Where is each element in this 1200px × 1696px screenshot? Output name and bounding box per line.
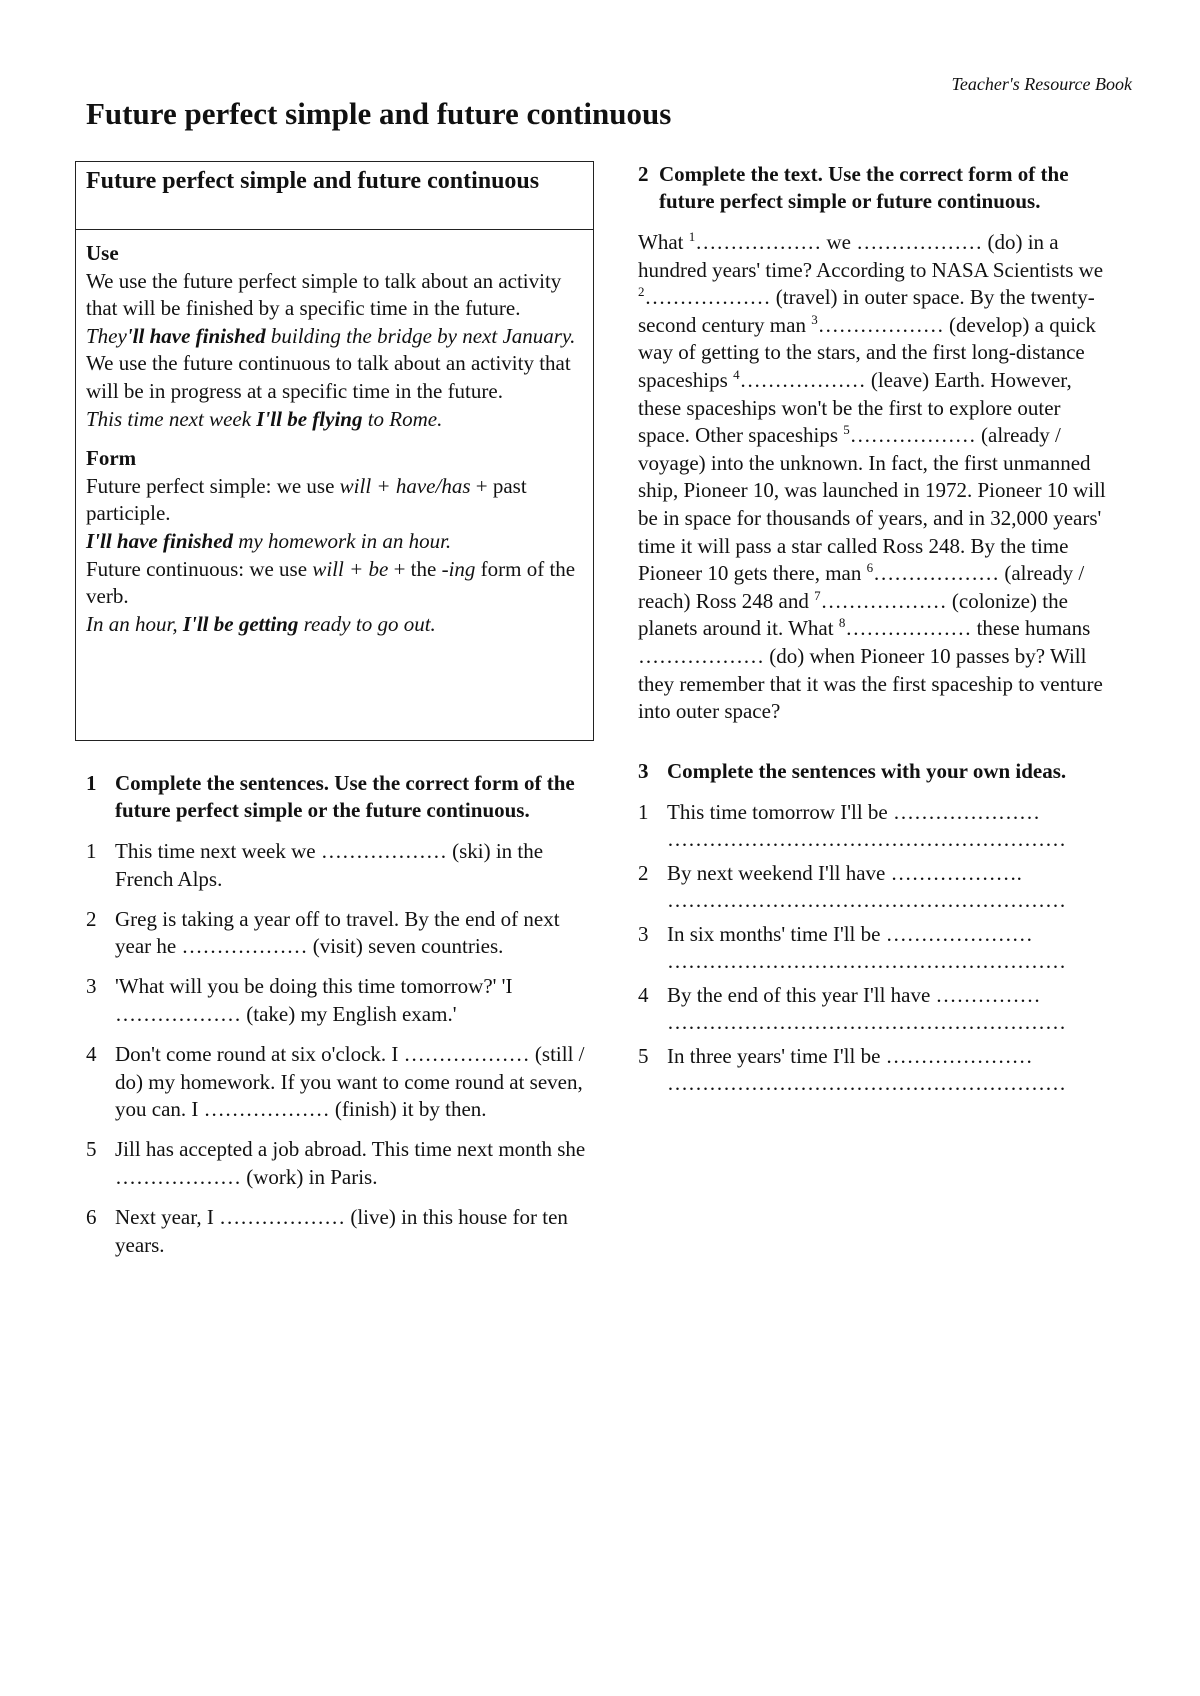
item-text: By the end of this year I'll have ……………	[667, 982, 1041, 1007]
exercise-2-passage	[638, 229, 1110, 726]
exercise-3-instruction: Complete the sentences with your own ideas.	[667, 758, 1067, 783]
exercise-1	[86, 770, 586, 1272]
item-number: 4	[86, 1042, 97, 1067]
item-number: 3	[638, 921, 649, 946]
item-text: 'What will you be doing this time tomorrow?' 'I ……………… (take) my English exam.'	[115, 974, 513, 1026]
use-text-2: We use the future continuous to talk about an activity that will be in progress at a specific time in the future.	[86, 351, 571, 403]
exercise-2-instruction: Complete the text. Use the correct form of the future perfect simple or future continuous.	[659, 162, 1069, 213]
answer-line: …………………………………………………	[667, 887, 1066, 912]
exercise-3-item	[638, 921, 1110, 975]
passage-text: ……………… we ……………… (do) in a hundred years' time? According to NASA Scientists we	[638, 230, 1104, 282]
use-example-1: They'll have finished building the bridge by next January.	[86, 323, 576, 348]
passage-text: What	[638, 230, 689, 254]
gap-number: 3	[811, 311, 818, 327]
form-future-continuous: Future continuous: we use will + be + the -ing form of the verb.	[86, 556, 576, 609]
form-heading: Form	[86, 446, 137, 471]
item-text: Greg is taking a year off to travel. By the end of next year he ……………… (visit) seven countries.	[115, 906, 560, 959]
exercise-3-item	[638, 799, 1110, 853]
gap-number: 6	[866, 560, 874, 576]
gap-number: 8	[838, 615, 846, 631]
exercise-1-item	[86, 1136, 586, 1191]
gap-number: 1	[688, 229, 696, 244]
use-example-2: This time next week I'll be flying to Rome.	[86, 406, 443, 431]
gap-number: 7	[814, 587, 821, 603]
answer-line: …………………………………………………	[667, 1070, 1066, 1095]
exercise-1-item	[86, 973, 586, 1028]
form-future-perfect-example: I'll have finished my homework in an hour.	[86, 528, 452, 553]
passage-text: ……………… (leave) Earth. However, these spaceships won't be the first to explore outer space. Other spaceships	[638, 367, 1072, 448]
passage-text: ……………… (travel) in outer space. By the twenty-second century man	[638, 285, 1095, 337]
exercise-3-item	[638, 982, 1110, 1036]
form-future-perfect: Future perfect simple: we use will + have/has + past participle.	[86, 473, 527, 526]
exercise-2-heading: 2 Complete the text. Use the correct form of the future perfect simple or future continuous.	[638, 161, 1110, 215]
item-number: 5	[86, 1137, 97, 1162]
passage-text: ……………… (colonize) the planets around it. What	[638, 588, 1068, 641]
passage-text: ……………… (already / voyage) into the unknown. In fact, the first unmanned ship, Pioneer 10, was launched in 1972. Pioneer 10 will be in space for thousands of years, and in 32,000 years' time it will pass a star called Ross 248. By the time Pioneer 10 gets there, man	[638, 423, 1106, 586]
exercise-3-item	[638, 1043, 1110, 1097]
exercise-1-item	[86, 838, 586, 893]
exercise-3	[638, 758, 1110, 1097]
item-number: 2	[86, 906, 97, 931]
grammar-box-body	[76, 230, 593, 638]
answer-line: …………………………………………………	[667, 1009, 1066, 1034]
exercise-3-item	[638, 860, 1110, 914]
item-text: Don't come round at six o'clock. I ……………… (still / do) my homework. If you want to come round at seven, you can. I ……………… (finish) it by then.	[115, 1042, 585, 1122]
exercise-1-item	[86, 906, 586, 961]
passage-text: ……………… (already / reach) Ross 248 and	[638, 561, 1085, 613]
passage-text: ……………… (develop) a quick way of getting to the stars, and the first long-distance spaceships	[638, 312, 1096, 392]
item-text: This time tomorrow I'll be …………………	[667, 799, 1040, 824]
exercise-1-items	[86, 838, 586, 1259]
form-future-continuous-example: In an hour, I'll be getting ready to go out.	[86, 611, 436, 636]
item-text: Jill has accepted a job abroad. This time next month she ……………… (work) in Paris.	[115, 1137, 586, 1189]
exercise-3-items	[638, 799, 1110, 1097]
item-text: By next weekend I'll have ……………….	[667, 860, 1022, 885]
exercise-1-instruction: Complete the sentences. Use the correct form of the future perfect simple or the future continuous.	[115, 771, 575, 822]
item-text: Next year, I ……………… (live) in this house for ten years.	[115, 1205, 568, 1257]
item-number: 4	[638, 982, 649, 1007]
item-number: 6	[86, 1205, 97, 1230]
item-number: 3	[86, 974, 97, 999]
item-text: In six months' time I'll be …………………	[667, 921, 1033, 946]
right-column	[638, 161, 1110, 1104]
exercise-1-heading: 1 Complete the sentences. Use the correct form of the future perfect simple or the future continuous.	[86, 770, 586, 824]
exercise-1-item	[86, 1041, 586, 1124]
page-title: Future perfect simple and future continuous	[86, 96, 672, 131]
grammar-box-title: Future perfect simple and future continuous	[76, 162, 593, 230]
item-text: In three years' time I'll be …………………	[667, 1043, 1033, 1068]
answer-line: …………………………………………………	[667, 948, 1066, 973]
item-number: 1	[86, 839, 97, 863]
grammar-box	[75, 161, 594, 741]
passage-text: ……………… these humans ……………… (do) when Pioneer 10 passes by? Will they remember that it was the first spaceship to venture into outer space?	[638, 616, 1103, 724]
gap-number: 5	[843, 422, 850, 438]
gap-number: 4	[733, 366, 740, 382]
answer-line: …………………………………………………	[667, 826, 1066, 851]
exercise-1-item	[86, 1204, 586, 1259]
header-note: Teacher's Resource Book	[951, 74, 1132, 94]
exercise-3-heading: 3 Complete the sentences with your own ideas.	[638, 758, 1067, 783]
item-text: This time next week we ……………… (ski) in the French Alps.	[115, 839, 544, 891]
gap-number: 2	[638, 284, 645, 300]
item-number: 5	[638, 1043, 649, 1068]
use-heading: Use	[86, 241, 119, 265]
item-number: 2	[638, 860, 649, 885]
item-number: 1	[638, 799, 649, 824]
use-text-1: We use the future perfect simple to talk about an activity that will be finished by a specific time in the future.	[86, 268, 562, 321]
